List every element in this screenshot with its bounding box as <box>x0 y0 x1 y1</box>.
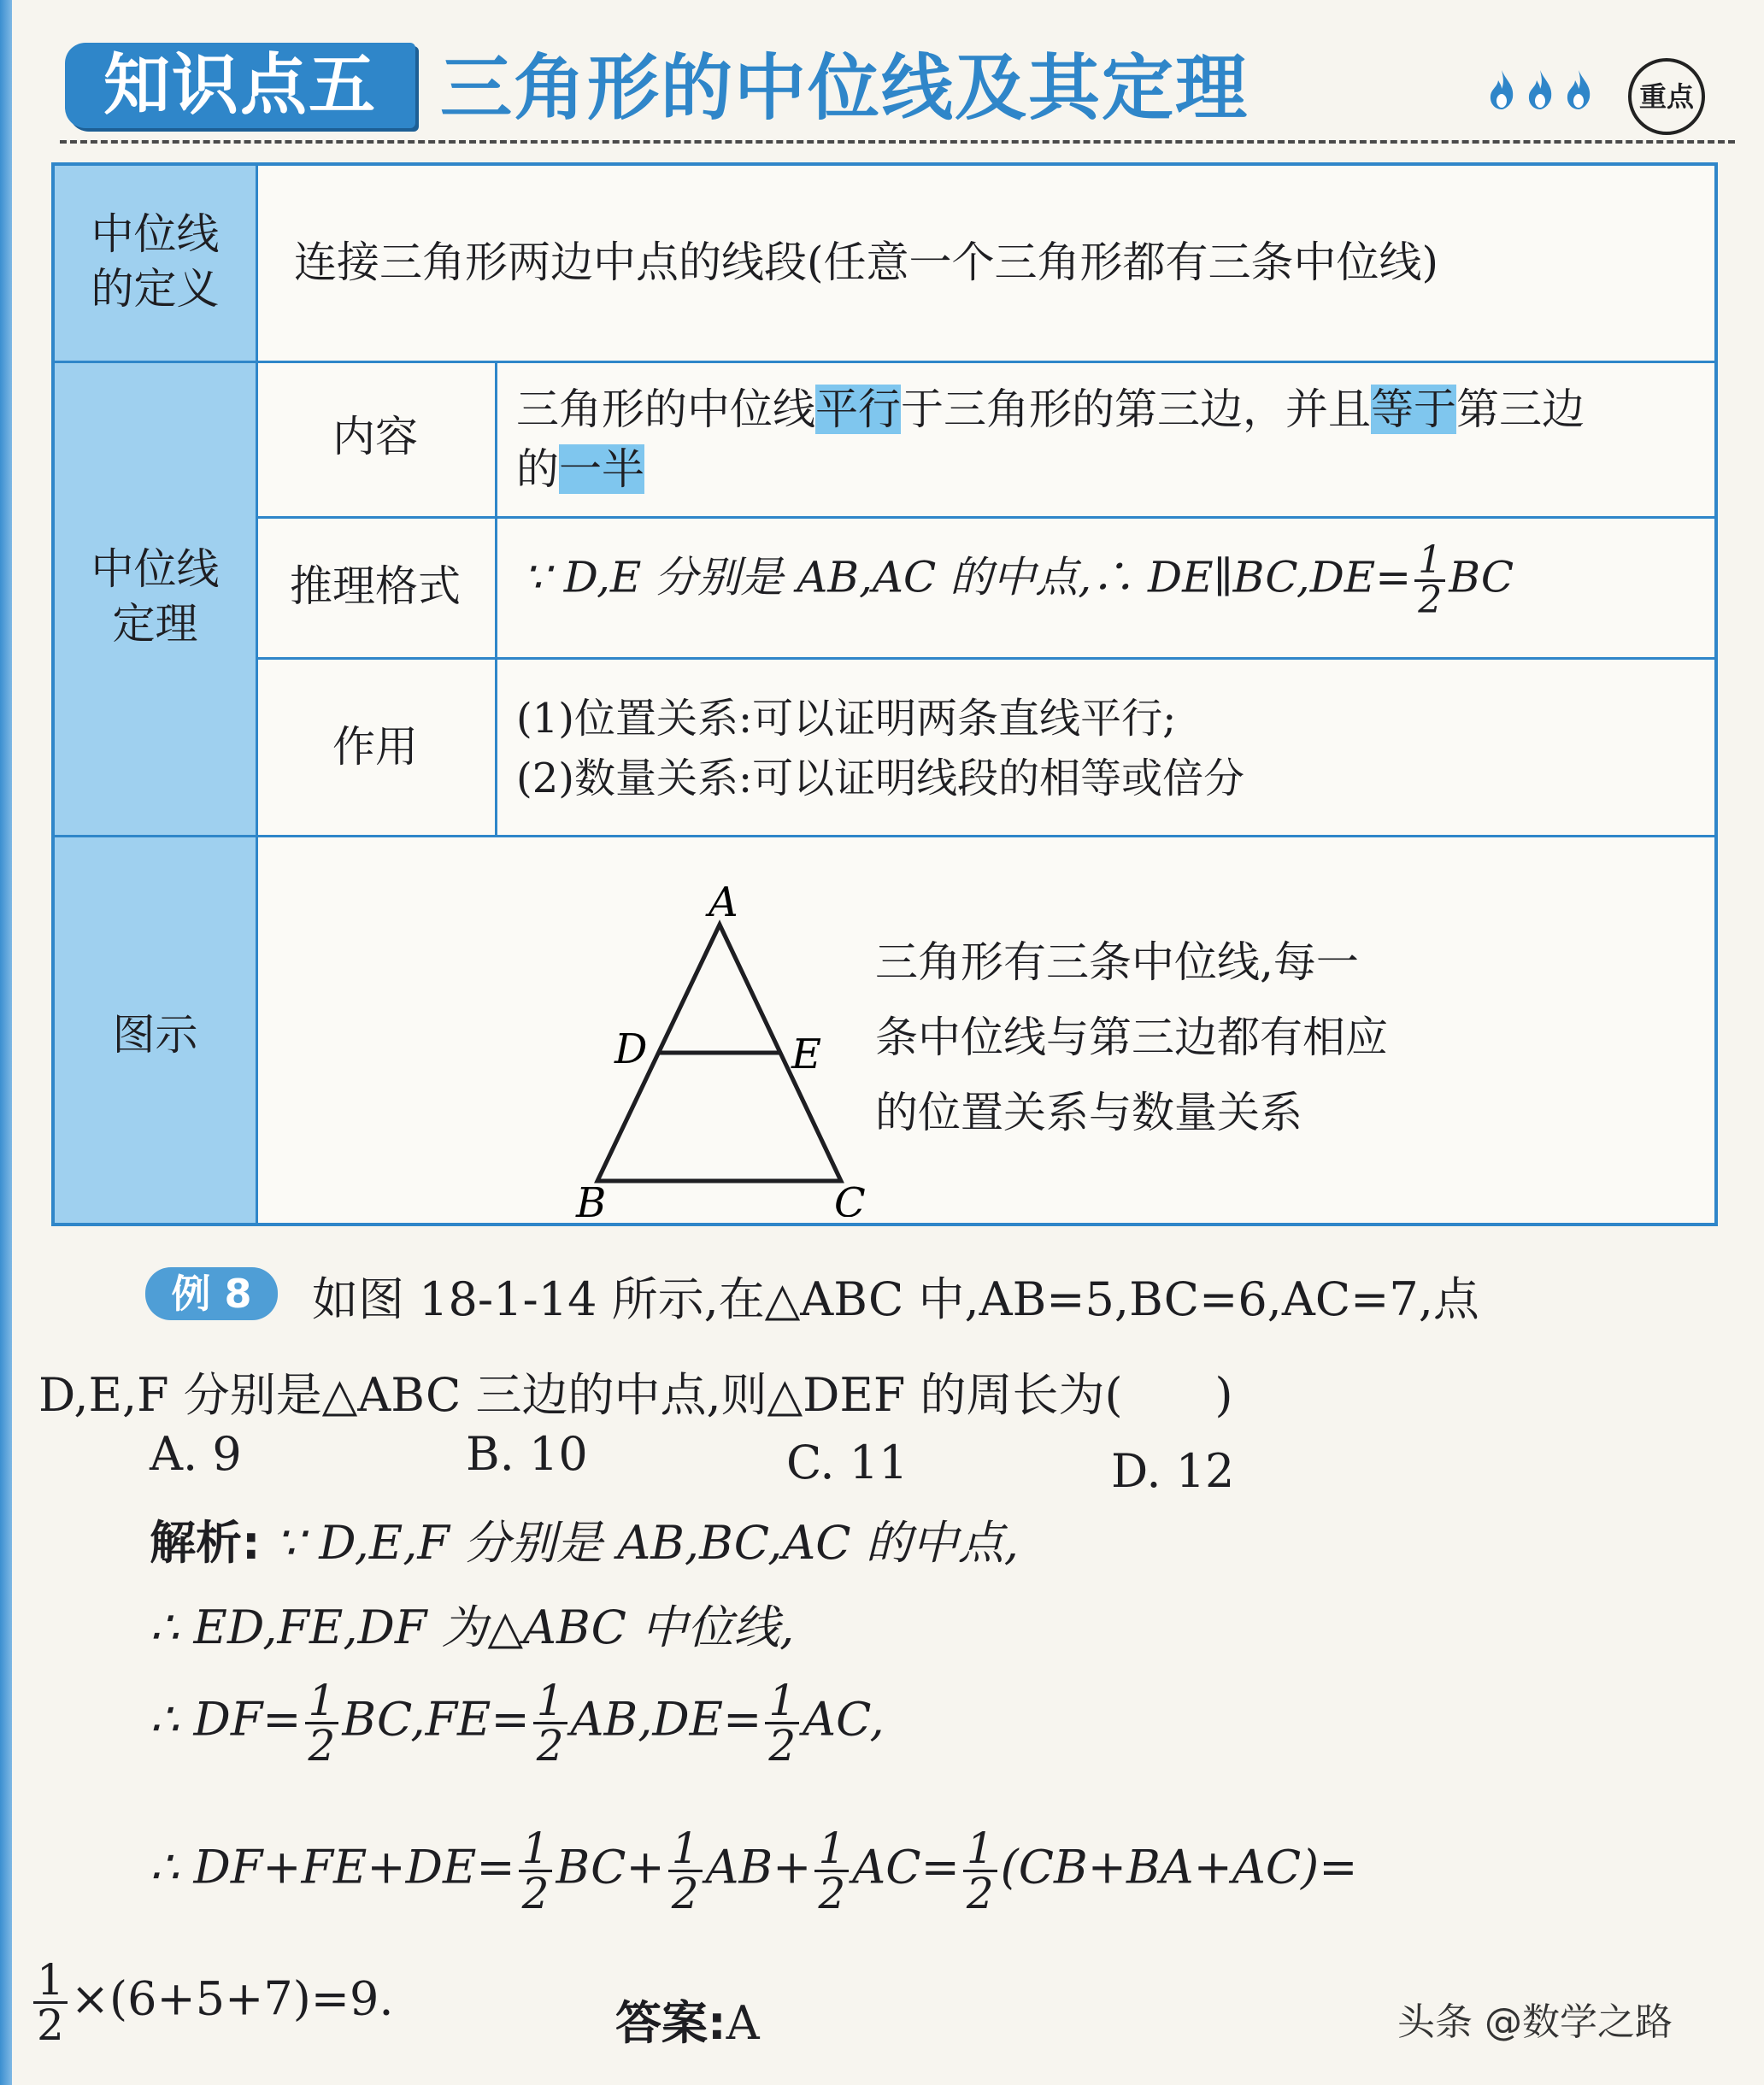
reasoning-label: 推理格式 <box>290 561 461 611</box>
flame-icon <box>1526 68 1555 111</box>
denominator: 2 <box>768 1721 797 1771</box>
grid-line <box>55 361 1714 363</box>
grid-line <box>495 361 497 835</box>
denominator: 2 <box>818 1869 846 1918</box>
grid-line <box>256 166 258 1223</box>
fraction <box>963 1824 997 1918</box>
grid-line <box>55 835 1714 837</box>
denominator: 2 <box>521 1869 550 1918</box>
point-label-c: C <box>834 1179 866 1217</box>
text-run: ∵ D,E,F 分别是 AB,BC,AC 的中点, <box>274 1516 1019 1570</box>
option-d[interactable]: D. 12 <box>1111 1444 1235 1498</box>
point-label-d: D <box>614 1025 648 1073</box>
flame-icon <box>1564 68 1593 111</box>
text-run: BC <box>1449 552 1514 602</box>
analysis-line-3 <box>150 1676 885 1771</box>
header-divider <box>60 140 1735 144</box>
text-run: ×(6+5+7)=9. <box>70 1971 394 2026</box>
figure-description <box>875 925 1388 1150</box>
option-a[interactable]: A. 9 <box>150 1427 242 1481</box>
answer-value: A <box>726 1996 760 2050</box>
analysis-line-5 <box>30 1955 394 2050</box>
text-run: AC= <box>852 1840 960 1894</box>
text-run: AB+ <box>705 1840 812 1894</box>
section-title: 三角形的中位线及其定理 <box>440 46 1250 130</box>
text-run: BC+ <box>556 1840 665 1894</box>
answer-line <box>615 1987 760 2053</box>
watermark: 头条 @数学之路 <box>1397 2000 1673 2044</box>
text-run: ∵ D,E 分别是 AB,AC 的中点,∴ DE∥BC,DE= <box>523 552 1412 602</box>
numerator: 1 <box>963 1827 997 1872</box>
text-run: (CB+BA+AC)= <box>1000 1840 1358 1894</box>
denominator: 2 <box>37 2000 64 2050</box>
analysis-line-2: ∴ ED,FE,DF 为△ABC 中位线, <box>150 1600 795 1654</box>
knowledge-table <box>51 162 1718 1226</box>
denominator: 2 <box>308 1721 336 1771</box>
denominator: 2 <box>966 1869 994 1918</box>
flame-icon <box>1487 68 1516 111</box>
option-b[interactable]: B. 10 <box>466 1427 588 1481</box>
text-run: AB,DE= <box>570 1692 762 1747</box>
numerator: 1 <box>814 1827 849 1872</box>
text-run: 第三边 <box>1456 385 1585 434</box>
key-point-badge: 重点 <box>1628 58 1705 135</box>
denominator: 2 <box>1418 579 1443 622</box>
analysis-line-4 <box>150 1824 1358 1918</box>
numerator: 1 <box>519 1827 553 1872</box>
fraction <box>519 1824 553 1918</box>
content-line-2 <box>516 439 1704 499</box>
definition-text: 连接三角形两边中点的线段(任意一个三角形都有三条中位线) <box>294 238 1439 287</box>
point-label-a: A <box>709 878 738 926</box>
numerator: 1 <box>668 1827 703 1872</box>
label-line: 中位线 <box>91 209 220 259</box>
answer-label: 答案: <box>615 1996 726 2050</box>
fraction <box>814 1824 849 1918</box>
denominator: 2 <box>536 1721 564 1771</box>
fraction <box>533 1676 567 1771</box>
theorem-label <box>55 542 256 651</box>
section-header <box>51 34 1735 150</box>
grid-line <box>256 516 1714 519</box>
question-line-1: 如图 18-1-14 所示,在△ABC 中,AB=5,BC=6,AC=7,点 <box>312 1272 1479 1326</box>
label-line: 中位线 <box>91 544 220 594</box>
reasoning-text <box>523 538 1514 622</box>
desc-line: 三角形有三条中位线,每一 <box>875 937 1359 987</box>
usage-item: (2)数量关系:可以证明线段的相等或倍分 <box>516 755 1245 802</box>
text-run: ∴ DF+FE+DE= <box>150 1840 515 1894</box>
analysis-line-1 <box>150 1506 1019 1572</box>
content-label: 内容 <box>332 412 418 461</box>
figure-label: 图示 <box>112 1010 198 1060</box>
fraction <box>33 1955 68 2050</box>
fraction <box>1414 538 1445 622</box>
content-text <box>516 379 1704 499</box>
question-line-2: D,E,F 分别是△ABC 三边的中点,则△DEF 的周长为( ) <box>38 1368 1233 1422</box>
text-run: 的 <box>516 444 559 494</box>
content-line-1 <box>516 379 1704 439</box>
highlight: 一半 <box>559 444 644 494</box>
numerator: 1 <box>305 1679 339 1724</box>
fraction <box>305 1676 339 1771</box>
point-label-e: E <box>791 1031 822 1078</box>
fraction <box>765 1676 799 1771</box>
label-line: 定理 <box>112 599 198 649</box>
numerator: 1 <box>765 1679 799 1724</box>
label-line: 的定义 <box>91 264 220 314</box>
fraction <box>668 1824 703 1918</box>
definition-label <box>55 207 256 316</box>
option-c[interactable]: C. 11 <box>786 1436 908 1489</box>
text-run: AC, <box>803 1692 885 1747</box>
text-run: 三角形的中位线 <box>516 385 815 434</box>
usage-label: 作用 <box>332 722 418 772</box>
desc-line: 条中位线与第三边都有相应 <box>875 1013 1388 1062</box>
usage-item: (1)位置关系:可以证明两条直线平行; <box>516 695 1177 743</box>
highlight: 平行 <box>815 385 901 434</box>
example-badge: 例 8 <box>145 1267 278 1320</box>
page-edge <box>0 0 12 2085</box>
knowledge-point-badge: 知识点五 <box>65 43 415 128</box>
usage-text <box>516 689 1244 808</box>
numerator: 1 <box>33 1959 68 2004</box>
analysis-label: 解析: <box>150 1516 261 1570</box>
text-run: 于三角形的第三边，并且 <box>901 385 1371 434</box>
text-run: ∴ DF= <box>150 1692 302 1747</box>
highlight: 等于 <box>1371 385 1456 434</box>
numerator: 1 <box>1414 542 1445 582</box>
denominator: 2 <box>671 1869 699 1918</box>
numerator: 1 <box>533 1679 567 1724</box>
point-label-b: B <box>576 1179 607 1217</box>
label-column <box>55 166 256 1223</box>
grid-line <box>256 657 1714 660</box>
text-run: BC,FE= <box>342 1692 530 1747</box>
desc-line: 的位置关系与数量关系 <box>875 1088 1302 1137</box>
difficulty-flames <box>1487 68 1598 120</box>
